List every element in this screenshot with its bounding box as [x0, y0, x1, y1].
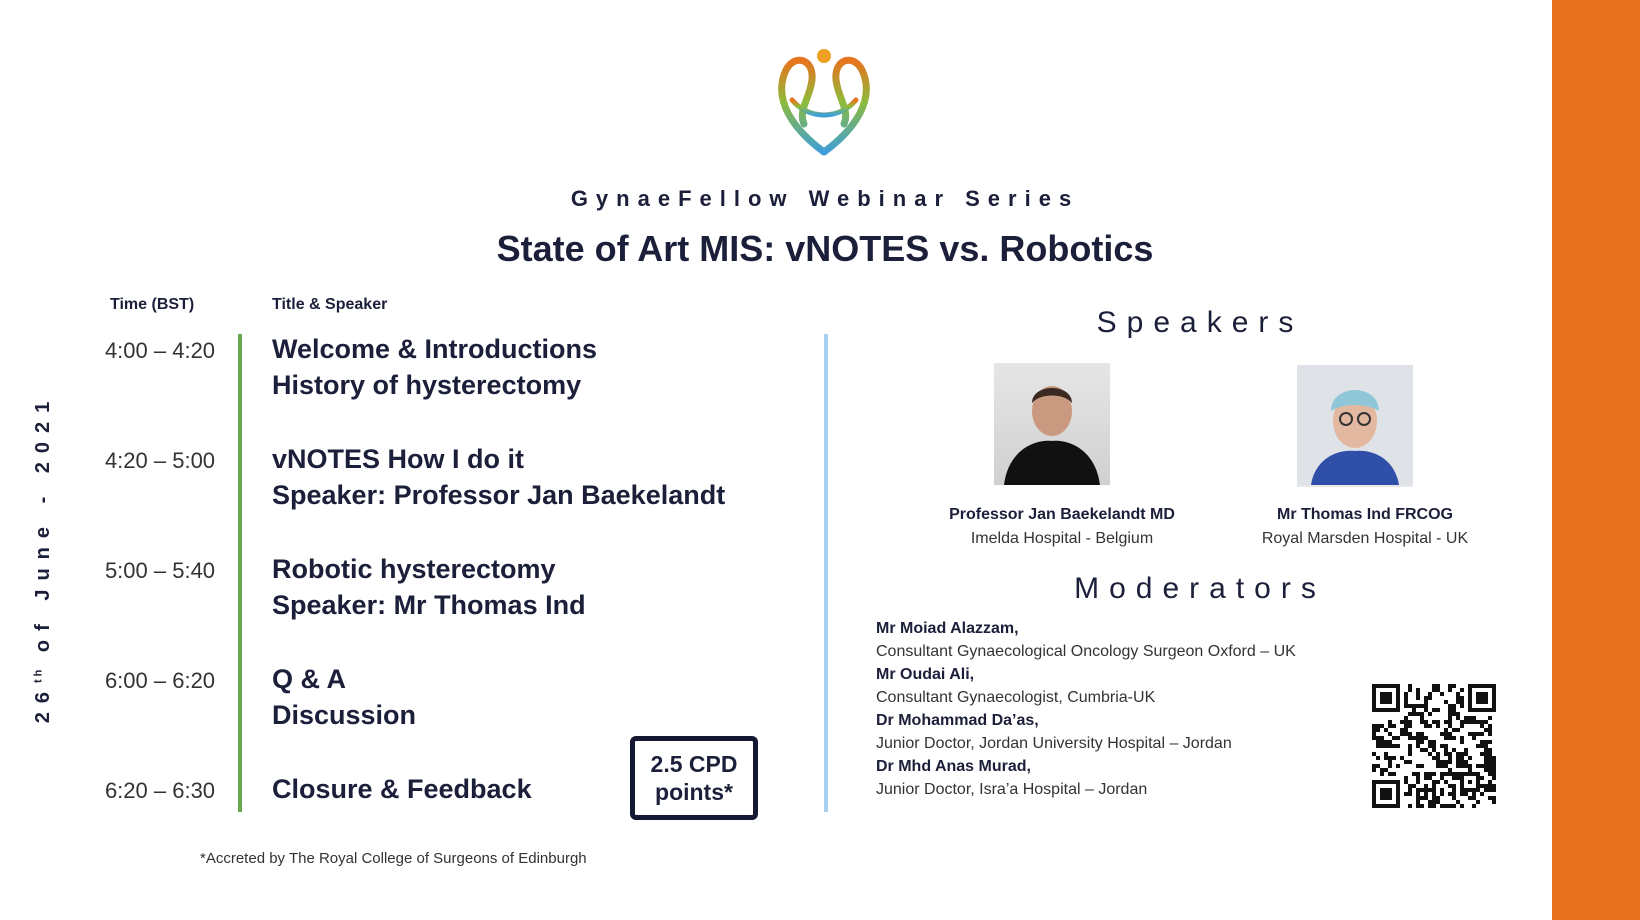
gynaefellow-logo — [764, 40, 884, 160]
series-title: GynaeFellow Webinar Series — [570, 186, 1080, 211]
moderator-name: Dr Mohammad Da’as, — [876, 712, 1039, 729]
timeline-divider-green — [238, 334, 242, 812]
cpd-line1: 2.5 CPD — [650, 751, 738, 777]
date-day: 26 — [32, 683, 54, 724]
speaker-affiliation: Imelda Hospital - Belgium — [970, 530, 1154, 547]
moderator-role: Junior Doctor, Jordan University Hospital – Jordan — [876, 735, 1232, 752]
schedule-title: Robotic hysterectomy — [272, 554, 556, 584]
date-suffix: th — [32, 666, 45, 684]
orange-side-bar — [1552, 0, 1640, 920]
speaker-name: Mr Thomas Ind FRCOG — [1277, 506, 1453, 523]
date-rest: of June - 2021 — [32, 392, 54, 653]
schedule-title: Welcome & Introductions — [272, 334, 598, 364]
moderator-name: Mr Oudai Ali, — [876, 666, 975, 683]
schedule-title: Closure & Feedback — [272, 774, 532, 804]
webinar-title: State of Art MIS: vNOTES vs. Robotics — [496, 228, 1154, 269]
schedule-subtitle: History of hysterectomy — [272, 370, 582, 400]
schedule-time: 6:00 – 6:20 — [104, 668, 216, 693]
schedule-subtitle: Discussion — [272, 700, 417, 730]
moderators-heading: Moderators — [1074, 572, 1326, 605]
schedule-time: 5:00 – 5:40 — [104, 558, 216, 583]
schedule-time: 4:20 – 5:00 — [104, 448, 216, 473]
cpd-line2: points* — [655, 779, 733, 805]
schedule-time: 6:20 – 6:30 — [104, 778, 216, 803]
column-divider-blue — [824, 334, 828, 812]
qr-code[interactable] — [1372, 684, 1496, 808]
time-column-header: Time (BST) — [110, 296, 195, 313]
schedule-subtitle: Speaker: Professor Jan Baekelandt — [272, 480, 726, 510]
title-column-header: Title & Speaker — [272, 296, 388, 313]
moderator-role: Junior Doctor, Isra’a Hospital – Jordan — [876, 781, 1148, 798]
schedule-title: Q & A — [272, 664, 346, 694]
schedule-title: vNOTES How I do it — [272, 444, 525, 474]
moderator-name: Dr Mhd Anas Murad, — [876, 758, 1031, 775]
moderator-name: Mr Moiad Alazzam, — [876, 620, 1019, 637]
moderator-role: Consultant Gynaecological Oncology Surgeon Oxford – UK — [876, 643, 1296, 660]
cpd-badge — [630, 736, 758, 820]
schedule-time: 4:00 – 4:20 — [104, 338, 216, 363]
event-date — [32, 378, 55, 738]
moderator-role: Consultant Gynaecologist, Cumbria-UK — [876, 689, 1156, 706]
speaker-photo — [1297, 365, 1413, 487]
accreditation-footnote: *Accreted by The Royal College of Surgeons of Edinburgh — [200, 850, 587, 867]
schedule-subtitle: Speaker: Mr Thomas Ind — [272, 590, 586, 620]
speaker-name: Professor Jan Baekelandt MD — [949, 506, 1175, 523]
speakers-heading: Speakers — [1096, 306, 1304, 339]
speaker-photo — [994, 363, 1110, 485]
speaker-affiliation: Royal Marsden Hospital - UK — [1261, 530, 1469, 547]
